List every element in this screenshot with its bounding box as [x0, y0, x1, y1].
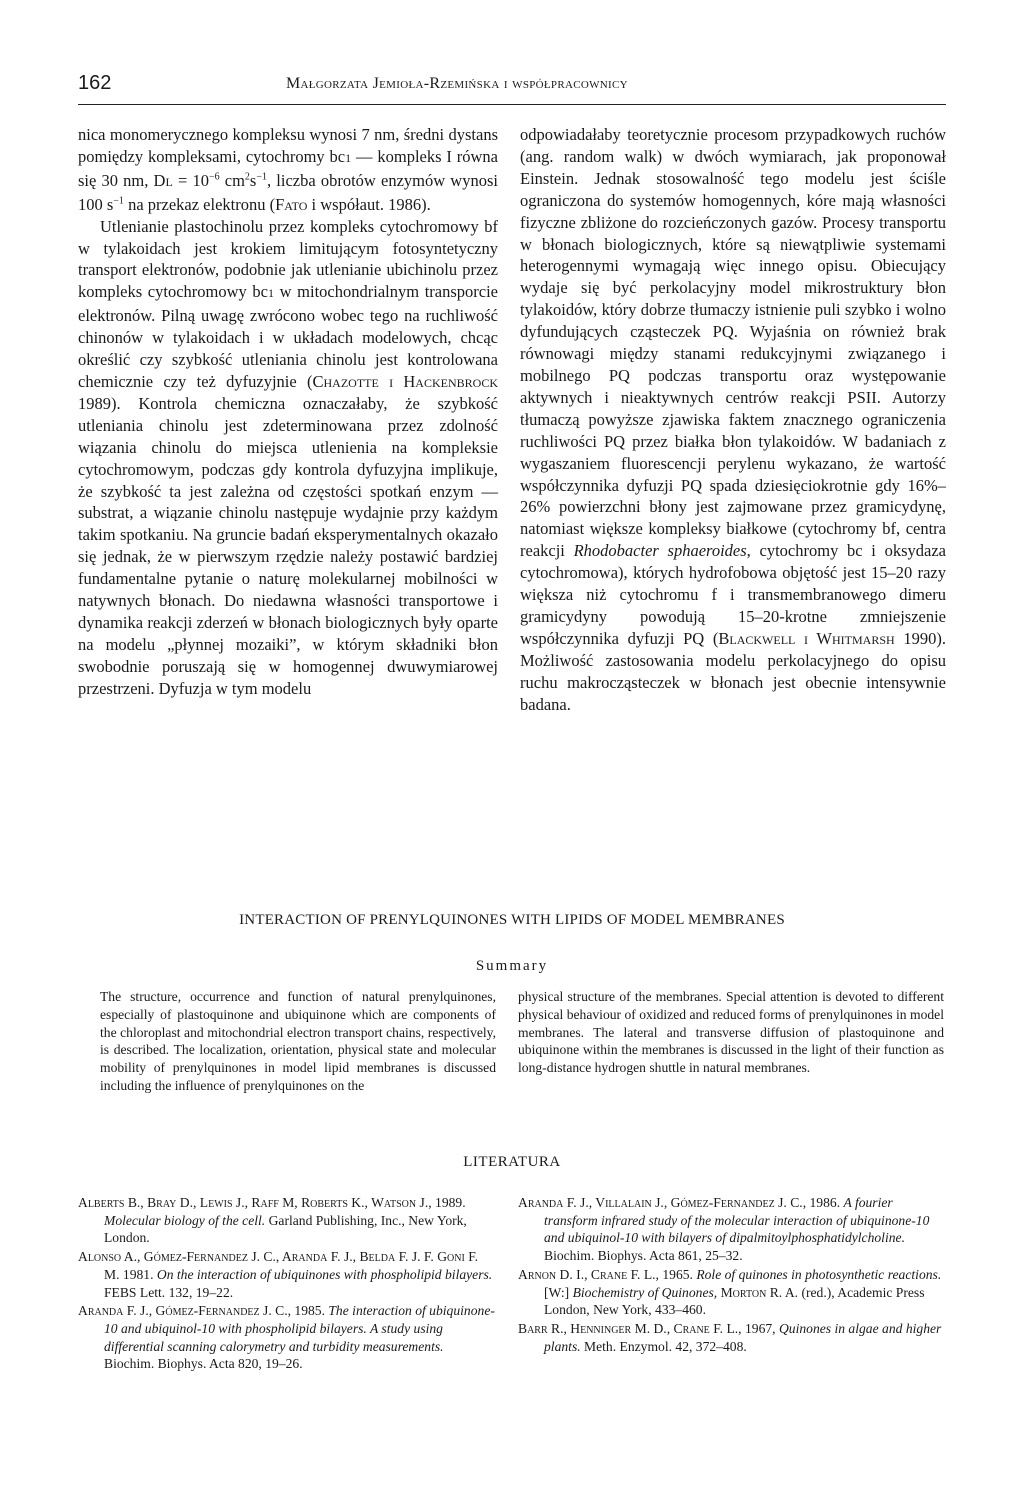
- summary-text: physical structure of the membranes. Special attention is devoted to different physical behaviour of oxidized and reduced forms of prenylquinones in model membranes. The lateral and transverse diffusion of plastoquinone and ubiquinone within the membranes is discussed in the light of their function as long-distance hydrogen shuttle in natural membranes.: [518, 989, 944, 1076]
- body-paragraph: odpowiadałaby teoretycznie procesom przypadkowych ruchów (ang. random walk) w dwóch wymiarach, jak proponował Einstein. Jednak stosowalność tego modelu jest ściśle ograniczona do systemów homogennych, kóre mają własności fizyczne zbliżone do rozcieńczonych gazów. Procesy transportu w błonach biologicznych, które są niewątpliwie systemami heterogennymi wymagają więc innego opisu. Obiecujący wydaje się być perkolacyjny model mikrostruktury błon tylakoidów, który dobrze tłumaczy istnienie puli szybko i wolno dyfundujących cząsteczek PQ. Wyjaśnia on również brak równowagi między stanami redukcyjnymi związanego i mobilnego PQ podczas transportu oraz występowanie aktywnych i nieaktywnych centrów reakcji PSII. Autorzy tłumaczą powyższe zjawiska faktem znacznego ograniczenia ruchliwości PQ przez białka błon tylakoidów. W badaniach z wygaszaniem fluorescencji perylenu wykazano, że wartość współczynnika dyfuzji PQ spada dziesięciokrotnie gdy 16%–26% powierzchni błony jest zajmowane przez gramicydynę, natomiast większe kompleksy białkowe (cytochromy bf, centra reakcji Rhodobacter sphaeroides, cytochromy bc i oksydaza cytochromowa), których hydrofobowa objętość jest 15–20 razy większa niż cytochromu f i transmembranowego dimeru gramicydyny powodują 15–20-krotne zmniejszenie współczynnika dyfuzji PQ (Blackwell i Whitmarsh 1990). Możliwość zastosowania modelu perkolacyjnego do opisu ruchu makrocząsteczek w błonach jest obecnie intensywnie badana.: [520, 125, 946, 714]
- citation: Chazotte i Hackenbrock: [312, 371, 498, 391]
- literature-heading: LITERATURA: [463, 1154, 561, 1170]
- summary-text: The structure, occurrence and function of natural prenylquinones, especially of plastoquinone and ubiquinone which are components of the chloroplast and mitochondrial electron transport chains, respectively, is described. The localization, orientation, physical state and molecular mobility of prenylquinones in model lipid membranes is discussed including the influence of prenylquinones on the: [100, 989, 496, 1093]
- header-author-line: Małgorzata Jemioła-Rzemińska i współpracownicy: [286, 75, 628, 92]
- summary-heading: Summary: [475, 958, 549, 974]
- reference-item: Alonso A., Gómez-Fernandez J. C., Aranda F. J., Belda F. J. F. Goni F. M. 1981. On the interaction of ubiquinones with phospholipid bilayers. FEBS Lett. 132, 19–22.: [78, 1249, 493, 1300]
- species-name: Rhodobacter sphaeroides: [573, 541, 747, 561]
- body-paragraph: Utlenianie plastochinolu przez kompleks cytochromowy bf w tylakoidach jest krokiem limitującym fotosyntetyczny transport elektronów, podobnie jak utlenianie ubichinolu przez kompleks cytochromowy bc1 w mitochondrialnym transporcie elektronów. Pilną uwagę zwrócono wobec tego na ruchliwość chinonów w tylakoidach i w układach modelowych, chcąc określić czy szybkość utleniania chinolu jest kontrolowana chemicznie czy też dyfuzyjnie (Chazotte i Hackenbrock 1989). Kontrola chemiczna oznaczałaby, że szybkość utleniania chinolu jest zdeterminowana przez zdolność wiązania chinolu do miejsca utlenienia na kompleksie cytochromowym, podczas gdy kontrola dyfuzyjna implikuje, że szybkość ta jest zależna od częstości spotkań enzym — substrat, a wiązanie chinolu następuje wydajnie przy każdym takim spotkaniu. Na gruncie badań eksperymentalnych okazało się jednak, że w pierwszym rzędzie należy postawić bardziej fundamentalne pytanie o naturę molekularnej mobilności w natywnych błonach. Do niedawna własności transportowe i dynamika reakcji zderzeń w błonach biologicznych były oparte na modelu „płynnej mozaiki”, w którym składniki błon swobodnie poruszają się w homogennej dwuwymiarowej przestrzeni. Dyfuzja w tym modelu: [78, 216, 498, 698]
- references-column-right: [518, 1194, 946, 1356]
- body-column-left: [78, 124, 498, 700]
- reference-item: Aranda F. J., Gómez-Fernandez J. C., 1985. The interaction of ubiquinone-10 and ubiquinol-10 with phospholipid bilayers. A study using differential scanning calorymetry and turbidity measurements. Biochim. Biophys. Acta 820, 19–26.: [78, 1303, 495, 1372]
- summary-column-right: [518, 988, 944, 1077]
- summary-column-left: [100, 988, 496, 1095]
- citation: Fato: [275, 194, 308, 214]
- summary-title: INTERACTION OF PRENYLQUINONES WITH LIPIDS OF MODEL MEMBRANES: [239, 912, 785, 928]
- reference-item: Aranda F. J., Villalain J., Gómez-Fernandez J. C., 1986. A fourier transform infrared study of the molecular interaction of ubiquinone-10 and ubiquinol-10 with bilayers of dipalmitoylphosphatidylcholine. Biochim. Biophys. Acta 861, 25–32.: [518, 1195, 930, 1264]
- references-column-left: [78, 1194, 496, 1374]
- reference-item: Arnon D. I., Crane F. L., 1965. Role of quinones in photosynthetic reactions. [W:] Biochemistry of Quinones, Morton R. A. (red.), Academic Press London, New York, 433–460.: [518, 1266, 942, 1318]
- citation: Blackwell i Whitmarsh: [718, 628, 895, 648]
- reference-item: Barr R., Henninger M. D., Crane F. L., 1967, Quinones in algae and higher plants. Meth. Enzymol. 42, 372–408.: [518, 1320, 942, 1354]
- running-header: [78, 72, 946, 105]
- body-column-right: [520, 124, 946, 715]
- body-paragraph: nica monomerycznego kompleksu wynosi 7 nm, średni dystans pomiędzy kompleksami, cytochromy bc1 — kompleks I równa się 30 nm, DL = $10^{-6}$ $cm^2s^{-1}$, liczba obrotów enzymów wynosi 100 $s^{-1}$ na przekaz elektronu (Fato i współaut. 1986).: [78, 125, 498, 214]
- reference-item: Alberts B., Bray D., Lewis J., Raff M, Roberts K., Watson J., 1989. Molecular biology of the cell. Garland Publishing, Inc., New York, London.: [78, 1195, 467, 1246]
- page-number: 162: [78, 72, 112, 94]
